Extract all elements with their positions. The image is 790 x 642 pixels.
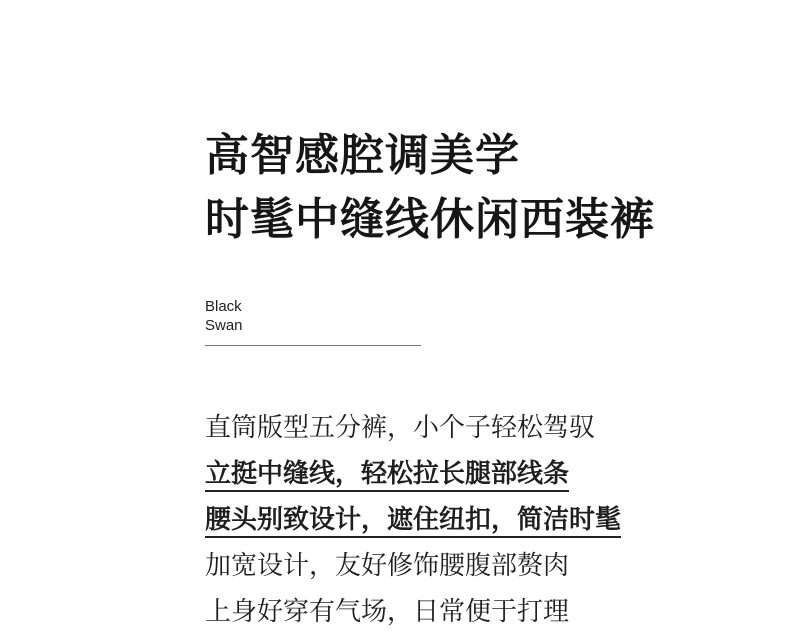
brand-line-2: Swan <box>205 317 243 334</box>
feature-item-emphasized: 立挺中缝线，轻松拉长腿部线条 <box>205 451 621 497</box>
divider <box>205 345 421 346</box>
title-line-1: 高智感腔调美学 <box>205 130 520 181</box>
page-title <box>205 124 655 252</box>
feature-item-emphasized: 腰头别致设计，遮住纽扣，简洁时髦 <box>205 497 621 543</box>
feature-list <box>205 405 621 635</box>
brand-name <box>205 297 243 335</box>
brand-line-1: Black <box>205 298 242 315</box>
feature-item: 直筒版型五分裤，小个子轻松驾驭 <box>205 413 596 443</box>
feature-item: 加宽设计，友好修饰腰腹部赘肉 <box>205 551 570 581</box>
title-line-2: 时髦中缝线休闲西装裤 <box>205 194 655 245</box>
feature-item: 上身好穿有气场，日常便于打理 <box>205 597 570 627</box>
